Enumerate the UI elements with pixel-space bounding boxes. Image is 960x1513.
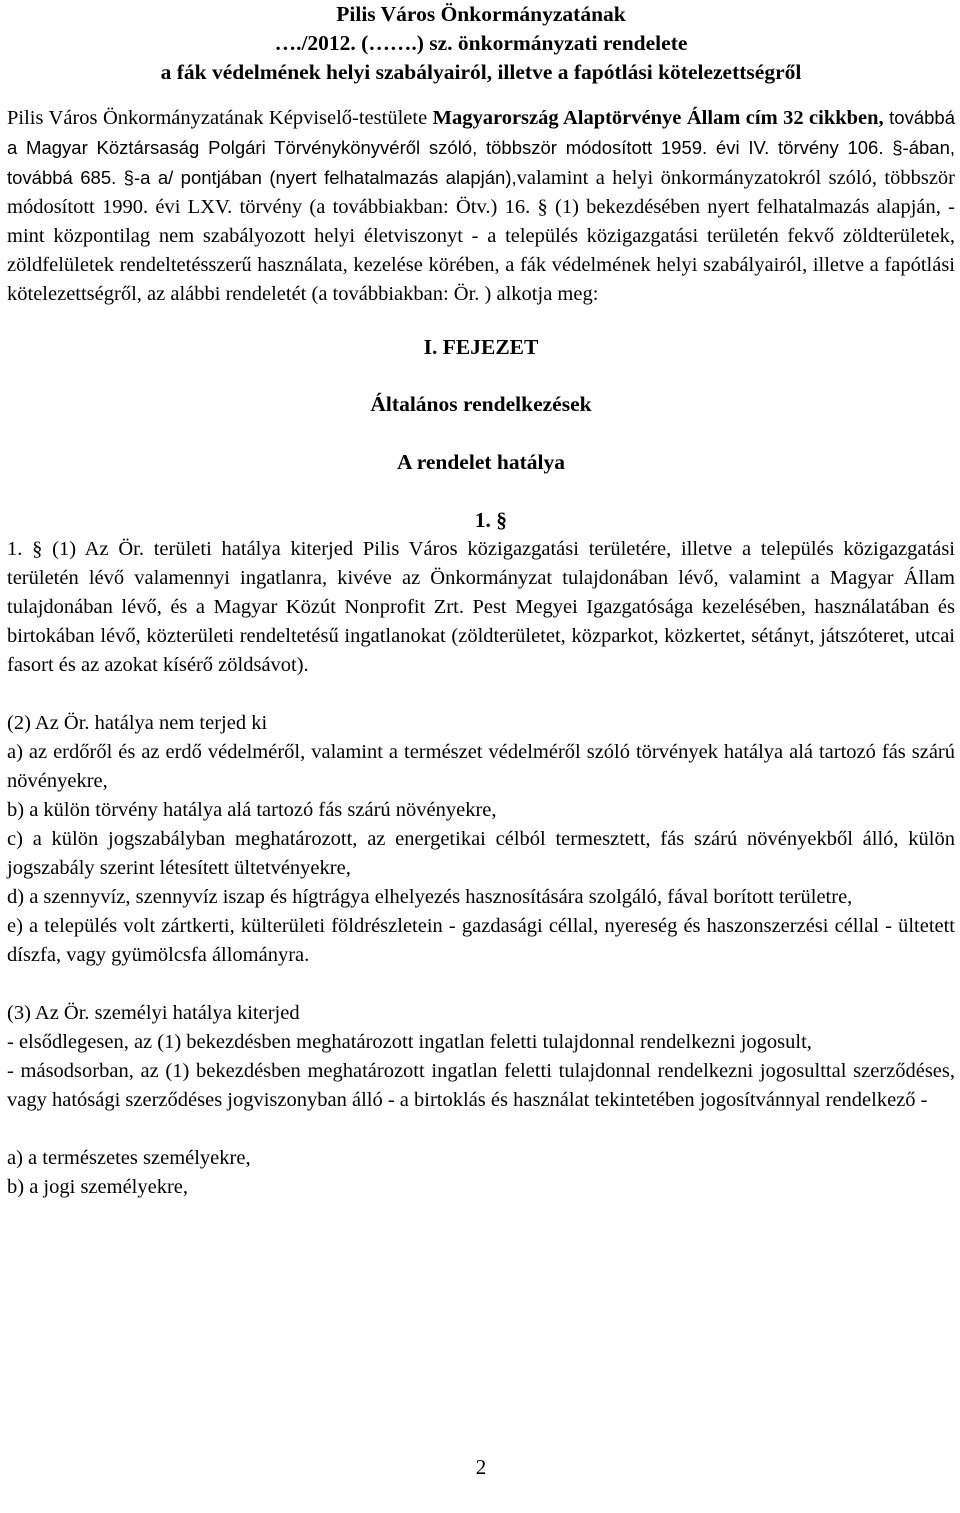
preamble-bold-text: Magyarország Alaptörvénye Állam cím 32 cikkben,: [432, 107, 884, 129]
page-number: 2: [475, 1455, 487, 1479]
paragraph-3: (3) Az Ör. személyi hatálya kiterjed: [7, 1002, 300, 1024]
preamble-text-3: valamint a helyi önkormányzatokról szóló, többször módosított 1990. évi LXV. törvény (a továbbiakban: Ötv.) 16. § (1) bekezdésében nyert felhatalmazás alapján, - mint központilag nem szabályozott helyi életviszonyt - a település közigazgatási területén fekvő zöldterületek, zöldfelületek rendeltetésszerű használata, kezelése körében, a fák védelmének helyi szabályairól, illetve a fapótlási kötelezettségről, az alábbi rendeletét (a továbbiakban: Ör. ) alkotja meg:: [7, 167, 956, 305]
title-line-1: Pilis Város Önkormányzatának: [336, 2, 626, 26]
preamble: [7, 103, 955, 309]
paragraph-2: (2) Az Ör. hatálya nem terjed ki: [7, 712, 268, 734]
paragraph-1: 1. § (1) Az Ör. területi hatálya kiterjed Pilis Város közigazgatási területére, illetve a település közigazgatási területén lévő valamennyi ingatlanra, kivéve az Önkormányzat tulajdonában lévő, valamint a Magyar Állam tulajdonában lévő, és a Magyar Közút Nonprofit Zrt. Pest Megyei Igazgatósága kezelésében, használatában és birtokában lévő, közterületi rendeltetésű ingatlanokat (zöldterületet, közparkot, közkertet, sétányt, játszóteret, utcai fasort és az azokat kísérő zöldsávot).: [7, 538, 955, 676]
chapter-heading: I. FEJEZET: [423, 335, 539, 359]
paragraph-number: 1. §: [474, 508, 507, 532]
paragraph-2-item-e: e) a település volt zártkerti, külterületi földrészletein - gazdasági céllal, nyereség és haszonszerzési céllal - ültetett díszfa, vagy gyümölcsfa állományra.: [7, 915, 955, 966]
chapter-title: Általános rendelkezések: [370, 392, 592, 416]
paragraph-2-item-b: b) a külön törvény hatálya alá tartozó fás szárú növényekre,: [7, 799, 497, 821]
paragraph-3-item-b: b) a jogi személyekre,: [7, 1176, 189, 1198]
section-body: [7, 535, 955, 1202]
paragraph-3-item-2: - másodsorban, az (1) bekezdésben meghatározott ingatlan feletti tulajdonnal rendelkezni jogosulttal szerződéses, vagy hatósági szerződéses jogviszonyban álló - a birtoklás és használat tekintetében jogosítvánnyal rendelkező -: [7, 1060, 955, 1111]
document-page: [7, 0, 956, 1479]
document-title: [7, 0, 955, 87]
title-line-2: …./2012. (…….) sz. önkormányzati rendelete: [274, 31, 688, 55]
title-line-3: a fák védelmének helyi szabályairól, illetve a fapótlási kötelezettségről: [160, 60, 802, 84]
paragraph-2-item-a: a) az erdőről és az erdő védelméről, valamint a természet védelméről szóló törvények hatálya alá tartozó fás szárú növényekre,: [7, 741, 955, 792]
paragraph-3-item-a: a) a természetes személyekre,: [7, 1147, 251, 1169]
paragraph-2-item-c: c) a külön jogszabályban meghatározott, az energetikai célból termesztett, fás szárú növényekből álló, külön jogszabály szerint létesített ültetvényekre,: [7, 828, 955, 879]
preamble-text-1: Pilis Város Önkormányzatának Képviselő-testülete: [7, 107, 433, 129]
paragraph-2-item-d: d) a szennyvíz, szennyvíz iszap és hígtrágya elhelyezés hasznosítására szolgáló, fával borított területre,: [7, 886, 853, 908]
section-title: A rendelet hatálya: [396, 450, 565, 474]
paragraph-3-item-1: - elsődlegesen, az (1) bekezdésben meghatározott ingatlan feletti tulajdonnal rendelkezni jogosult,: [7, 1031, 812, 1053]
preamble-text-2: továbbá a Magyar Köztársaság Polgári Törvénykönyvéről szóló, többször módosított 1959. évi IV. törvény 106. §-ában, továbbá 685. §-a a/ pontjában (nyert felhatalmazás alapján),: [7, 107, 955, 188]
